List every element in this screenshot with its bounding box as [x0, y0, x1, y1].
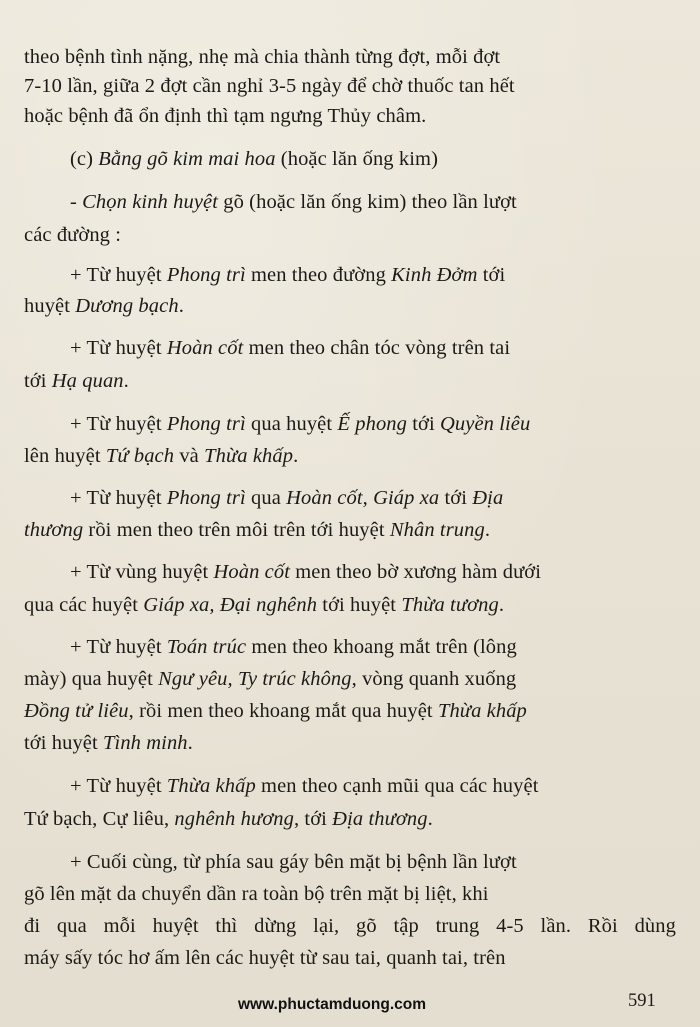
text-run: + Cuối cùng, từ phía sau gáy bên mặt bị bệnh lần lượt: [70, 851, 517, 873]
italic-term: Phong trì: [166, 487, 246, 509]
text-line: [70, 189, 517, 215]
text-run: tới: [24, 370, 52, 392]
italic-term: Ngư yêu, Ty trúc không: [158, 668, 352, 690]
text-run: tới: [439, 487, 473, 509]
text-run: các đường :: [24, 224, 122, 246]
italic-term: Giáp xa, Đại nghênh: [143, 594, 318, 616]
text-run: qua các huyệt: [24, 594, 144, 616]
text-run: 7-10 lần, giữa 2 đợt cần nghỉ 3-5 ngày để chờ thuốc tan hết: [24, 75, 515, 97]
text-line: [70, 773, 539, 799]
italic-term: Địa: [472, 487, 504, 509]
text-run: lên huyệt: [24, 445, 106, 467]
text-line: [70, 485, 503, 511]
text-run: + Từ huyệt: [70, 337, 167, 359]
text-run: qua: [245, 487, 287, 509]
italic-term: Hoàn cốt, Giáp xa: [286, 487, 440, 509]
italic-term: Đồng tử liêu: [24, 700, 129, 722]
text-line: [24, 103, 426, 129]
text-run: men theo đường: [245, 264, 392, 286]
text-run: gõ (hoặc lăn ống kim) theo lần lượt: [218, 191, 517, 213]
italic-term: nghênh hương: [174, 808, 294, 830]
text-line: [70, 634, 517, 660]
text-run: , rồi men theo khoang mắt qua huyệt: [128, 700, 438, 722]
italic-term: Thừa tương: [401, 594, 499, 616]
text-run: + Từ huyệt: [70, 487, 167, 509]
text-line: [70, 849, 517, 875]
text-run: , tới: [293, 808, 333, 830]
italic-term: Chọn kinh huyệt: [82, 191, 219, 213]
text-line: [24, 730, 193, 756]
text-run: tới: [407, 413, 440, 435]
text-line: [24, 666, 516, 692]
text-run: Tứ bạch, Cự liêu,: [24, 808, 175, 830]
text-run: hoặc bệnh đã ổn định thì tạm ngưng Thủy châm.: [24, 105, 427, 127]
text-line: [24, 698, 527, 724]
text-line: [24, 945, 506, 971]
text-run: men theo cạnh mũi qua các huyệt: [255, 775, 539, 797]
text-line: [24, 517, 490, 543]
text-line: [70, 146, 438, 172]
text-run: .: [178, 295, 184, 317]
italic-term: Hoàn cốt: [166, 337, 244, 359]
page-number: 591: [628, 991, 656, 1011]
text-run: men theo chân tóc vòng trên tai: [243, 337, 511, 359]
text-run: theo bệnh tình nặng, nhẹ mà chia thành từng đợt, mỗi đợt: [24, 46, 501, 68]
text-run: + Từ vùng huyệt: [70, 561, 214, 583]
italic-term: Thừa khấp: [204, 445, 294, 467]
text-run: men theo bờ xương hàm dưới: [290, 561, 542, 583]
text-run: qua huyệt: [245, 413, 338, 435]
text-line: [24, 806, 433, 832]
italic-term: Địa thương: [332, 808, 428, 830]
text-line: [24, 73, 515, 99]
text-run: .: [123, 370, 129, 392]
text-run: + Từ huyệt: [70, 636, 167, 658]
italic-term: Quyền liêu: [439, 413, 531, 435]
text-line: [70, 262, 505, 288]
text-run: (hoặc lăn ống kim): [275, 148, 438, 170]
text-run: .: [293, 445, 299, 467]
website-watermark: www.phuctamduong.com: [238, 996, 427, 1013]
italic-term: Kinh Đởm: [391, 264, 478, 286]
italic-term: Phong trì: [166, 264, 246, 286]
text-line: [24, 592, 504, 618]
text-line: [70, 335, 510, 361]
text-line: [24, 293, 184, 319]
text-line: [24, 913, 676, 939]
italic-term: Hạ quan: [51, 370, 124, 392]
text-line: [24, 443, 298, 469]
italic-term: Phong trì: [166, 413, 246, 435]
text-run: -: [70, 191, 83, 213]
text-run: (c): [70, 148, 99, 170]
text-run: .: [427, 808, 433, 830]
italic-term: Ế phong: [337, 413, 407, 435]
text-line: [70, 411, 530, 437]
text-run: rồi men theo trên môi trên tới huyệt: [83, 519, 390, 541]
italic-term: Bằng gõ kim mai hoa: [98, 148, 276, 170]
text-run: tới huyệt: [24, 732, 104, 754]
text-line: [24, 881, 489, 907]
text-run: .: [187, 732, 193, 754]
text-run: + Từ huyệt: [70, 775, 167, 797]
text-run: tới huyệt: [317, 594, 402, 616]
text-line: [24, 368, 129, 394]
italic-term: Nhân trung: [389, 519, 485, 541]
italic-term: Tình minh: [103, 732, 188, 754]
text-line: [24, 222, 121, 248]
italic-term: Toán trúc: [166, 636, 247, 658]
text-run: máy sấy tóc hơ ấm lên các huyệt từ sau tai, quanh tai, trên: [24, 947, 506, 969]
italic-term: Thừa khấp: [166, 775, 256, 797]
italic-term: Dương bạch: [75, 295, 179, 317]
text-line: [24, 44, 500, 70]
italic-term: Hoàn cốt: [213, 561, 290, 583]
italic-term: Tứ bạch: [105, 445, 175, 467]
text-line: [70, 559, 541, 585]
text-run: men theo khoang mắt trên (lông: [246, 636, 517, 658]
text-run: mày) qua huyệt: [24, 668, 159, 690]
text-run: + Từ huyệt: [70, 264, 167, 286]
text-run: tới: [477, 264, 506, 286]
text-run: .: [498, 594, 505, 616]
text-run: huyệt: [24, 295, 76, 317]
italic-term: thương: [24, 519, 84, 541]
text-run: và: [174, 445, 205, 467]
text-run: , vòng quanh xuống: [351, 668, 517, 690]
text-run: gõ lên mặt da chuyển dần ra toàn bộ trên mặt bị liệt, khi: [24, 883, 489, 905]
text-run: + Từ huyệt: [70, 413, 167, 435]
italic-term: Thừa khấp: [437, 700, 527, 722]
text-run: .: [484, 519, 491, 541]
text-run: đi qua mỗi huyệt thì dừng lại, gõ tập trung 4-5 lần. Rồi dùng: [24, 915, 676, 937]
